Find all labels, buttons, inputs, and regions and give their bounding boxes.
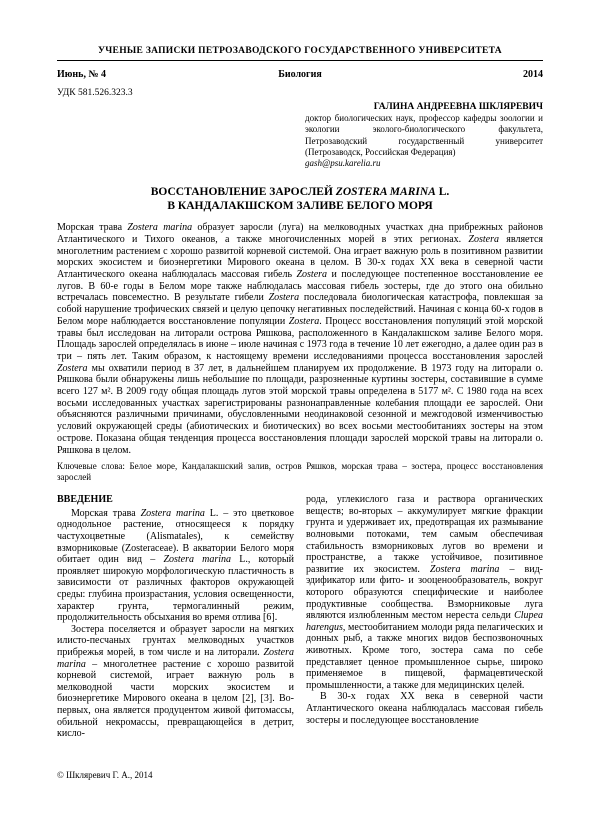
text-segment: L. bbox=[435, 186, 450, 199]
journal-title: УЧЕНЫЕ ЗАПИСКИ ПЕТРОЗАВОДСКОГО ГОСУДАРСТВЕННОГО УНИВЕРСИТЕТА bbox=[98, 46, 502, 56]
left-column bbox=[57, 494, 294, 739]
udc-code: УДК 581.526.323.3 bbox=[57, 88, 133, 98]
abstract-text bbox=[57, 222, 543, 456]
author-block bbox=[305, 102, 543, 169]
text-segment: , местообитанием молоди ряда пелагических и донных рыб, а также многих видов беспозвоночных животных. Кроме того, зостера сама по себе представляет ценное промышленное сырье, широко применяемое в пищевой, фармацевтической промышленности, а также для медицинских целей. bbox=[306, 621, 543, 691]
text-segment: мы охватили период в 37 лет, в дальнейшем планируем их продолжение. В 1973 году на литорали о. Ряшкова были обнаружены лишь небольшие по площади, разрозненные куртины зостеры, составившие в сумме всего 127 м². В 2009 году общая площадь лугов этой морской травы определена в 5177 м². С 1980 года на всех восьми исследованных участках зарегистрированы разнонаправленные колебания площади ее зарослей. Они объясняются различными причинами, обусловленными неодинаковой сезонной и межгодовой изменчивостью условий окружающей среды (абиотических и биотических) во всех восьми местообитаниях зостеры на этом острове. Показана общая тенденция процесса восстановления площади зарослей морской травы на литорали о. Ряшкова в целом. bbox=[57, 362, 543, 456]
text-segment: – вид-эдификатор или фито- и зооценообразователь, вокруг которого образуются специфические и наиболее продуктивные сообщества. Взморниковые луга являются излюбленным местом нереста сельди bbox=[306, 563, 544, 622]
text-segment: Zostera bbox=[57, 362, 88, 374]
copyright-note: © Шкляревич Г. А., 2014 bbox=[57, 770, 153, 780]
text-segment: Zostera marina bbox=[57, 647, 294, 670]
header-divider bbox=[57, 60, 543, 61]
text-segment: и последующее постепенное восстановление ее лугов. В 60-е годы в Белом море также наблюдалась массовая гибель зостеры, где до этого она обильно встречалась повсеместно. В результате гибели bbox=[57, 269, 543, 304]
text-segment: – многолетнее растение с хорошо развитой корневой системой, играет важную роль в мелководной части морских экосистем и биоэнергетике Мирового океана в целом [2], [3]. Во-первых, она является продуцентом живой фитомассы, обильной некромассы, превращающейся в детрит, кисло- bbox=[57, 658, 294, 740]
text-segment: ВОССТАНОВЛЕНИЕ ЗАРОСЛЕЙ bbox=[150, 186, 336, 199]
article-title-line-1 bbox=[151, 186, 450, 198]
two-column-body bbox=[57, 494, 543, 739]
article-title-line-2: В КАНДАЛАКШСКОМ ЗАЛИВЕ БЕЛОГО МОРЯ bbox=[167, 199, 433, 212]
text-segment: L. – это цветковое однодольное растение, относящееся к порядку частухоцветные (Alismatales), к семейству взморниковые (Zosteraceae). В акватории Белого моря обитает один вид – bbox=[57, 507, 294, 566]
right-column bbox=[306, 494, 543, 739]
text-segment: Zostera marina bbox=[140, 507, 205, 519]
text-segment: Zostera marina bbox=[429, 563, 500, 575]
author-name: ГАЛИНА АНДРЕЕВНА ШКЛЯРЕВИЧ bbox=[373, 102, 543, 112]
text-segment: Clupea harengus bbox=[306, 610, 543, 633]
text-segment: Zostera bbox=[268, 292, 300, 304]
section-heading-introduction: ВВЕДЕНИЕ bbox=[57, 494, 113, 506]
text-segment: Zostera bbox=[296, 269, 328, 281]
text-segment: . Процесс восстановления популяций этой морской травы был исследован на литорали острова Ряшкова, расположенного в Кандалакшском заливе Белого моря. Площадь зарослей определялась в июне – июле начиная с 1973 года в течение 10 лет ежегодно, а далее один раз в три – пять лет. Таким образом, к настоящему времени исследованиями процесса восстановления зарослей bbox=[57, 315, 543, 362]
article-title bbox=[57, 186, 543, 213]
issue-label: Июнь, № 4 bbox=[57, 69, 107, 80]
text-segment: Zostera marina bbox=[163, 554, 232, 566]
text-segment: Морская трава bbox=[71, 507, 141, 519]
text-segment: последовала биологическая катастрофа, повлекшая за собой нарушение трофических связей и целую цепочку негативных последействий. Начиная с конца 60-х годов в Белом море наблюдается восстановление популяции bbox=[57, 292, 543, 327]
text-segment: является многолетним растением с хорошо развитой корневой системой. Она играет важную роль в позитивном развитии морских экосистем и биоэнергетики Мирового океана в целом. В 30-х годах XX века в северной части Атлантического океана наблюдалась массовая гибель bbox=[57, 233, 544, 281]
text-segment: рода, углекислого газа и раствора органических веществ; во-вторых – аккумулирует мягкие фракции грунта и удерживает их, предотвращая их размывание волновыми потоками, тем самым обеспечивая стабильность взморниковых лугов во времени и пространстве, а также устойчивое, позитивное развитие их экосистем. bbox=[306, 494, 543, 575]
section-label: Биология bbox=[278, 69, 322, 80]
year-label: 2014 bbox=[523, 69, 543, 80]
text-segment: ZOSTERA MARINA bbox=[335, 186, 436, 199]
keywords-text: Ключевые слова: Белое море, Кандалакшский залив, остров Ряшков, морская трава – зостера, процесс восстановления зарослей bbox=[57, 461, 543, 482]
author-affiliation: доктор биологических наук, профессор кафедры зоологии и экологии эколого-биологического факультета, Петрозаводский государственный университет (Петрозаводск, Российская Федерация) bbox=[305, 113, 543, 157]
text-segment: L., который проявляет широкую морфологическую пластичность в зависимости от различных факторов окружающей среды: глубина произрастания, условия освещенности, характер грунта, термогалинный режим, продолжительность обсыхания во время отлива [6]. bbox=[57, 554, 295, 624]
text-segment: образует заросли (луга) на мелководных участках дна прибрежных районов Атлантического и Тихого океанов, а также многочисленных морей в этих регионах. bbox=[57, 222, 543, 245]
intro-paragraph-3 bbox=[306, 494, 543, 691]
intro-paragraph-4: В 30-х годах XX века в северной части Атлантического океана наблюдалась массовая гибель зостеры и последующее восстановление bbox=[306, 691, 543, 726]
intro-paragraph-2 bbox=[57, 624, 294, 740]
text-segment: Зостера поселяется и образует заросли на мягких илисто-песчаных грунтах мелководных участков прибрежья морей, в том числе и на литорали. bbox=[57, 623, 294, 658]
author-email: gash@psu.karelia.ru bbox=[305, 158, 381, 169]
text-segment: Zostera bbox=[468, 233, 499, 245]
text-segment: Морская трава bbox=[57, 222, 128, 234]
text-segment: Zostera marina bbox=[127, 222, 193, 234]
text-segment: Zostera bbox=[288, 315, 320, 327]
intro-paragraph-1 bbox=[57, 508, 294, 624]
issue-row bbox=[57, 69, 543, 81]
